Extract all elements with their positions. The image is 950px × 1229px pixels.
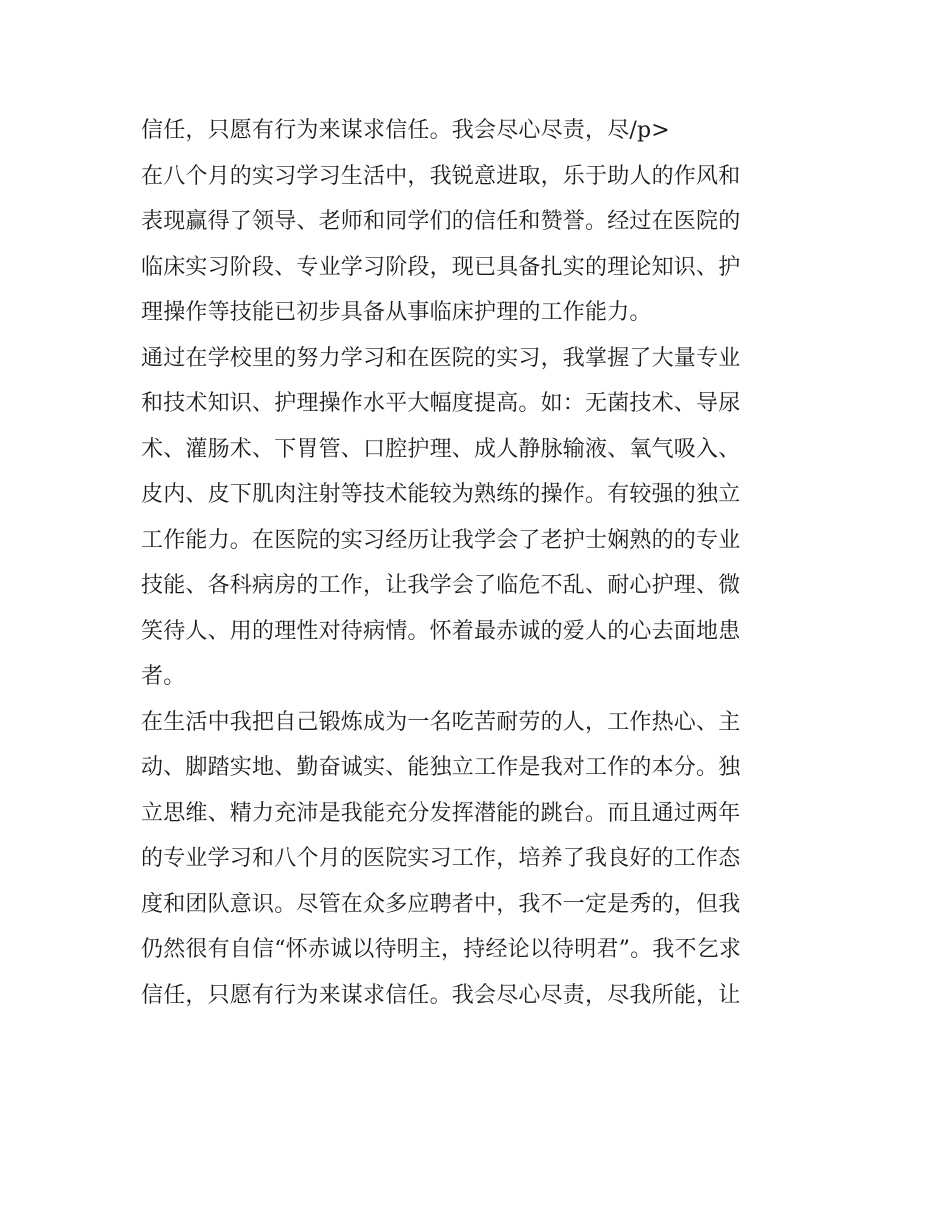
document-body	[141, 108, 821, 1018]
text-line: 临床实习阶段、专业学习阶段，现已具备扎实的理论知识、护	[141, 254, 741, 280]
text-line: 技能、各科病房的工作，让我学会了临危不乱、耐心护理、微	[141, 573, 741, 598]
text-line: 度和团队意识。尽管在众多应聘者中，我不一定是秀的，但我	[141, 891, 741, 917]
text-line: 皮内、皮下肌肉注射等技术能较为熟练的操作。有较强的独立	[141, 482, 741, 507]
text-line: 动、脚踏实地、勤奋诚实、能独立工作是我对工作的本分。独	[141, 755, 741, 780]
text-line: 理操作等技能已初步具备从事临床护理的工作能力。	[141, 300, 652, 325]
text-line: 在生活中我把自己锻炼成为一名吃苦耐劳的人，工作热心、主	[141, 709, 741, 735]
text-line: 的专业学习和八个月的医院实习工作，培养了我良好的工作态	[141, 846, 741, 871]
text-line: 者。	[141, 664, 186, 689]
text-line: 工作能力。在医院的实习经历让我学会了老护士娴熟的的专业	[141, 527, 741, 553]
text-line: 表现赢得了领导、老师和同学们的信任和赞誉。经过在医院的	[141, 209, 741, 234]
text-line: 术、灌肠术、下胃管、口腔护理、成人静脉输液、氧气吸入、	[141, 436, 741, 462]
text-line: 和技术知识、护理操作水平大幅度提高。如：无菌技术、导尿	[141, 391, 741, 416]
text-line: 信任，只愿有行为来谋求信任。我会尽心尽责，尽/p>	[141, 118, 670, 143]
text-line: 信任，只愿有行为来谋求信任。我会尽心尽责，尽我所能，让	[141, 982, 741, 1008]
text-line: 通过在学校里的努力学习和在医院的实习，我掌握了大量专业	[141, 345, 741, 371]
text-line: 在八个月的实习学习生活中，我锐意进取，乐于助人的作风和	[141, 163, 741, 189]
text-line: 仍然很有自信“怀赤诚以待明主，持经论以待明君”。我不乞求	[141, 937, 742, 962]
text-line: 笑待人、用的理性对待病情。怀着最赤诚的爱人的心去面地患	[141, 618, 741, 644]
text-line: 立思维、精力充沛是我能充分发挥潜能的跳台。而且通过两年	[141, 800, 741, 826]
